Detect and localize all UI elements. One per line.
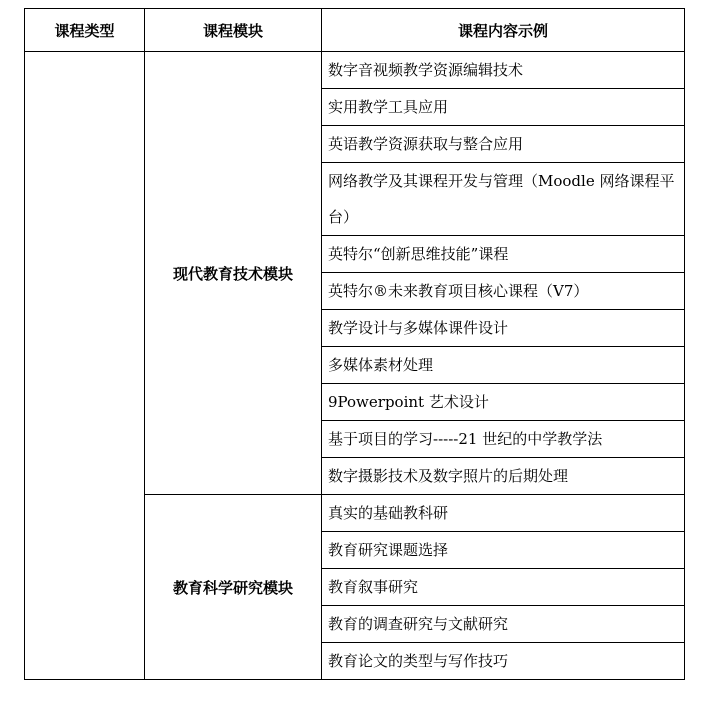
content-item: 教育研究课题选择: [322, 532, 685, 569]
content-item: 数字音视频教学资源编辑技术: [322, 52, 685, 89]
content-item: 英特尔“创新思维技能”课程: [322, 236, 685, 273]
module-cell-research: 教育科学研究模块: [145, 495, 322, 680]
content-item: 基于项目的学习-----21 世纪的中学教学法: [322, 421, 685, 458]
content-item: 真实的基础教科研: [322, 495, 685, 532]
module-cell-tech: 现代教育技术模块: [145, 52, 322, 495]
content-item: 数字摄影技术及数字照片的后期处理: [322, 458, 685, 495]
content-item: 英语教学资源获取与整合应用: [322, 126, 685, 163]
header-course-type: 课程类型: [25, 9, 145, 52]
content-item: 实用教学工具应用: [322, 89, 685, 126]
course-type-cell: [25, 52, 145, 680]
header-course-content: 课程内容示例: [322, 9, 685, 52]
content-item: 教育叙事研究: [322, 569, 685, 606]
content-item: 9Powerpoint 艺术设计: [322, 384, 685, 421]
content-item: 多媒体素材处理: [322, 347, 685, 384]
header-row: [25, 9, 685, 52]
course-table: [24, 8, 685, 680]
table-row: [25, 52, 685, 89]
content-item: 教育的调查研究与文献研究: [322, 606, 685, 643]
content-item: 教育论文的类型与写作技巧: [322, 643, 685, 680]
header-course-module: 课程模块: [145, 9, 322, 52]
content-item: 网络教学及其课程开发与管理（Moodle 网络课程平台）: [322, 163, 685, 236]
content-item: 英特尔®未来教育项目核心课程（V7）: [322, 273, 685, 310]
content-item: 教学设计与多媒体课件设计: [322, 310, 685, 347]
